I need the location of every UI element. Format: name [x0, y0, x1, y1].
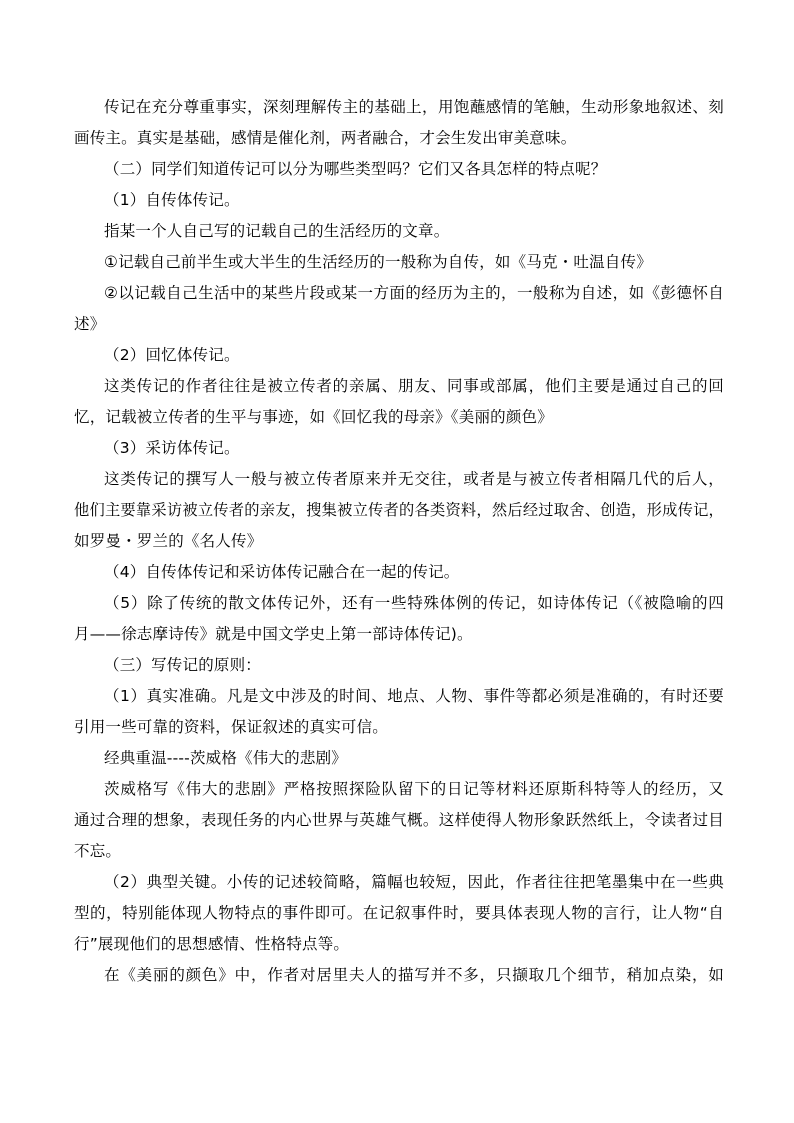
text-line: 如罗曼・罗兰的《名人传》 — [74, 532, 263, 550]
text-line: （4）自传体传记和采访体传记融合在一起的传记。 — [104, 563, 460, 581]
text-line: （3）采访体传记。 — [104, 439, 240, 457]
text-line: 行”展现他们的思想感情、性格特点等。 — [74, 935, 350, 953]
text-line: 通过合理的想象，表现任务的内心世界与英雄气概。这样使得人物形象跃然纸上，令读者过目 — [74, 811, 724, 829]
text-line: （1）自传体传记。 — [104, 191, 240, 209]
text-line: 传记在充分尊重事实，深刻理解传主的基础上，用饱蘸感情的笔触，生动形象地叙述、刻 — [104, 98, 724, 116]
text-line: 不忘。 — [74, 842, 122, 860]
text-line: 型的，特别能体现人物特点的事件即可。在记叙事件时，要具体表现人物的言行，让人物“自 — [74, 904, 724, 922]
text-line: 忆，记载被立传者的生平与事迹，如《回忆我的母亲》《美丽的颜色》 — [74, 408, 553, 426]
text-line: （5）除了传统的散文体传记外，还有一些特殊体例的传记，如诗体传记（《被隐喻的四 — [104, 594, 724, 612]
text-line: 这类传记的撰写人一般与被立传者原来并无交往，或者是与被立传者相隔几代的后人， — [104, 470, 724, 488]
text-line: 茨威格写《伟大的悲剧》严格按照探险队留下的日记等材料还原斯科特等人的经历，又 — [104, 780, 724, 798]
text-line: 指某一个人自己写的记载自己的生活经历的文章。 — [104, 222, 450, 240]
text-line: ②以记载自己生活中的某些片段或某一方面的经历为主的，一般称为自述，如《彭德怀自 — [104, 284, 724, 302]
text-line: 月——徐志摩诗传》就是中国文学史上第一部诗体传记)。 — [74, 625, 473, 643]
text-line: （三）写传记的原则： — [104, 656, 262, 674]
text-line: 画传主。真实是基础，感情是催化剂，两者融合，才会生发出审美意味。 — [74, 129, 577, 147]
text-line: （1）真实准确。凡是文中涉及的时间、地点、人物、事件等都必须是准确的，有时还要 — [104, 687, 724, 705]
text-line: 述》 — [74, 315, 106, 333]
document-body — [74, 92, 724, 991]
text-line: （2）回忆体传记。 — [104, 346, 240, 364]
text-line: ①记载自己前半生或大半生的生活经历的一般称为自传，如《马克・吐温自传》 — [104, 253, 652, 271]
text-line: （2）典型关键。小传的记述较简略，篇幅也较短，因此，作者往往把笔墨集中在一些典 — [104, 873, 724, 891]
text-line: 这类传记的作者往往是被立传者的亲属、朋友、同事或部属，他们主要是通过自己的回 — [104, 377, 724, 395]
text-line: （二）同学们知道传记可以分为哪些类型吗？它们又各具怎样的特点呢？ — [104, 160, 607, 178]
text-line: 引用一些可靠的资料，保证叙述的真实可信。 — [74, 718, 389, 736]
text-line: 经典重温----茨威格《伟大的悲剧》 — [104, 749, 347, 767]
text-line: 在《美丽的颜色》中，作者对居里夫人的描写并不多，只撷取几个细节，稍加点染，如 — [104, 966, 724, 984]
text-line: 他们主要靠采访被立传者的亲友，搜集被立传者的各类资料，然后经过取舍、创造，形成传记， — [74, 501, 724, 519]
